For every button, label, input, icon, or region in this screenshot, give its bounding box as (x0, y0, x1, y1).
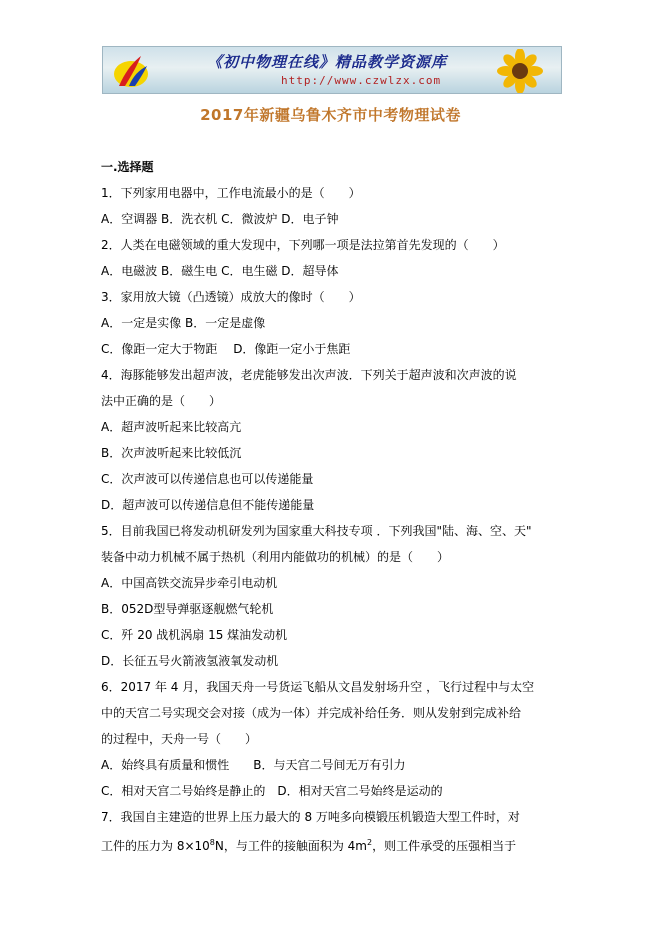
text-fragment: N，与工件的接触面积为 4m (214, 839, 367, 853)
banner-url: http://www.czwlzx.com (281, 74, 442, 87)
question-line: 6．2017 年 4 月，我国天舟一号货运飞船从文昌发射场升空 ，飞行过程中与太空 (101, 680, 535, 694)
header-banner (102, 46, 562, 94)
question-line: 4．海豚能够发出超声波，老虎能够发出次声波．下列关于超声波和次声波的说 (101, 368, 517, 382)
question-line: 法中正确的是（ ） (101, 394, 222, 408)
question-line: 装备中动力机械不属于热机（利用内能做功的机械）的是（ ） (101, 550, 450, 564)
document-title: 2017年新疆乌鲁木齐市中考物理试卷 (200, 106, 461, 124)
question-line: C．相对天宫二号始终是静止的 D．相对天宫二号始终是运动的 (101, 784, 443, 798)
question-line: 的过程中，天舟一号（ ） (101, 732, 258, 746)
question-line: 7．我国自主建造的世界上压力最大的 8 万吨多向模锻压机锻造大型工件时，对 (101, 810, 520, 824)
question-line: 5．目前我国已将发动机研发列为国家重大科技专项 ．下列我国"陆、海、空、天" (101, 524, 532, 538)
question-line: 1．下列家用电器中，工作电流最小的是（ ） (101, 186, 361, 200)
superscript: 8 (209, 838, 215, 847)
question-line: C．次声波可以传递信息也可以传递能量 (101, 472, 314, 486)
question-line: A．一定是实像 B．一定是虚像 (101, 316, 266, 330)
question-line: 3．家用放大镜（凸透镜）成放大的像时（ ） (101, 290, 361, 304)
text-fragment: ，则工件承受的压强相当于 (372, 839, 517, 853)
question-line: B．052D型导弹驱逐舰燃气轮机 (101, 602, 274, 616)
section-heading: 一.选择题 (101, 160, 154, 174)
question-body (101, 154, 561, 856)
question-line: 中的天宫二号实现交会对接（成为一体）并完成补给任务．则从发射到完成补给 (101, 706, 522, 720)
question-line: A．空调器 B．洗衣机 C．微波炉 D．电子钟 (101, 212, 339, 226)
question-line: A．中国高铁交流异步牵引电动机 (101, 576, 278, 590)
question-line: D．超声波可以传递信息但不能传递能量 (101, 498, 315, 512)
text-fragment: 工件的压力为 8×10 (101, 839, 210, 853)
site-logo-icon (111, 52, 151, 90)
banner-title: 《初中物理在线》精品教学资源库 (207, 53, 448, 71)
sunflower-icon (485, 49, 555, 93)
question-line: A．始终具有质量和惯性 B．与天宫二号间无万有引力 (101, 758, 406, 772)
question-lines (101, 180, 561, 830)
question-line: A．电磁波 B．磁生电 C．电生磁 D．超导体 (101, 264, 339, 278)
question-line: B．次声波听起来比较低沉 (101, 446, 242, 460)
question-line: 2．人类在电磁领域的重大发现中，下列哪一项是法拉第首先发现的（ ） (101, 238, 505, 252)
question-line (101, 830, 561, 856)
question-line: C．歼 20 战机涡扇 15 煤油发动机 (101, 628, 288, 642)
question-line: D．长征五号火箭液氢液氧发动机 (101, 654, 279, 668)
question-line: C．像距一定大于物距 D．像距一定小于焦距 (101, 342, 351, 356)
question-line: A．超声波听起来比较高亢 (101, 420, 242, 434)
superscript: 2 (367, 838, 373, 847)
